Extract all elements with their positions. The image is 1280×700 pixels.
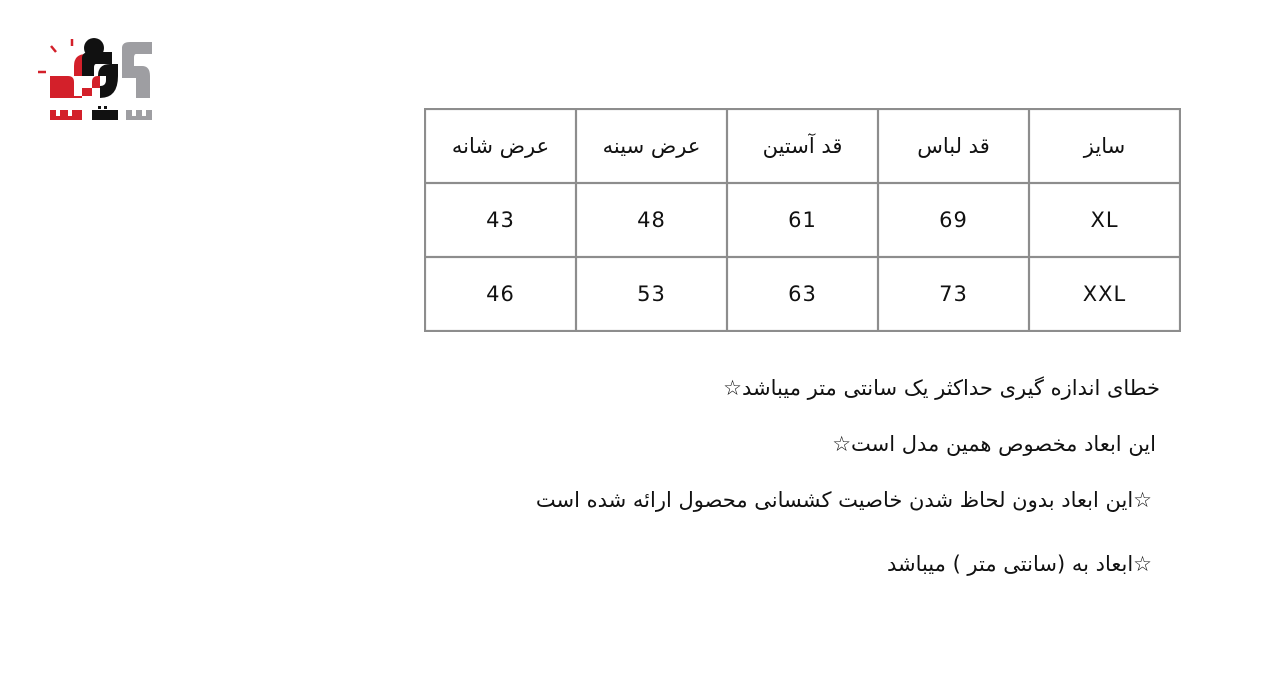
- table-cell: 61: [727, 183, 878, 257]
- table-cell: 48: [576, 183, 727, 257]
- table-cell: 43: [425, 183, 576, 257]
- header-cell-shoulder: عرض شانه: [425, 109, 576, 183]
- table-cell: 53: [576, 257, 727, 331]
- note-elasticity: ☆این ابعاد بدون لحاظ شدن خاصیت کشسانی محصول ارائه شده است: [535, 488, 1152, 512]
- header-cell-size: سایز: [1029, 109, 1180, 183]
- note-measurement-error: خطای اندازه گیری حداکثر یک سانتی متر میباشد☆: [723, 376, 1160, 400]
- table-header-row: [425, 109, 1180, 183]
- note-model-specific: این ابعاد مخصوص همین مدل است☆: [832, 432, 1156, 456]
- note-units: ☆ابعاد به (سانتی متر ) میباشد: [886, 552, 1152, 576]
- table-cell: XXL: [1029, 257, 1180, 331]
- table-cell: 63: [727, 257, 878, 331]
- header-cell-chest: عرض سینه: [576, 109, 727, 183]
- header-cell-sleeve: قد آستین: [727, 109, 878, 183]
- table-cell: 73: [878, 257, 1029, 331]
- header-cell-length: قد لباس: [878, 109, 1029, 183]
- table-cell: 69: [878, 183, 1029, 257]
- table-row: [425, 183, 1180, 257]
- brand-logo: [38, 36, 156, 132]
- table-row: [425, 257, 1180, 331]
- table-cell: 46: [425, 257, 576, 331]
- table-cell: XL: [1029, 183, 1180, 257]
- size-chart-table: [424, 108, 1181, 332]
